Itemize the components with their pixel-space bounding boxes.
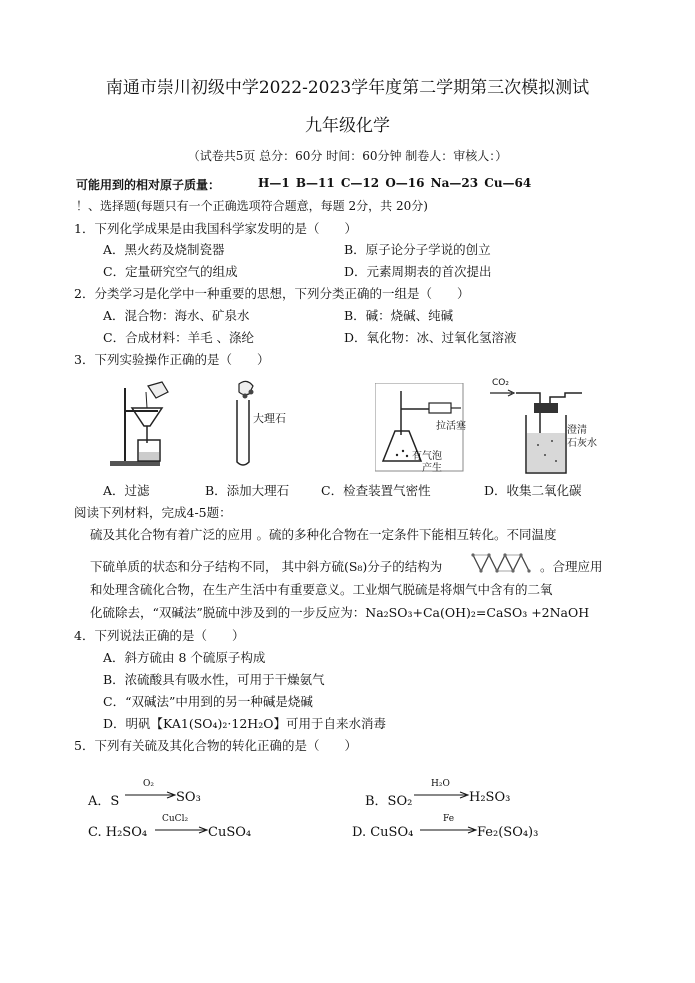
q3-option-c: C．检查装置气密性 <box>321 483 431 498</box>
q4-option-c: C．“双碱法”中用到的另一种碱是烧碱 <box>103 694 313 709</box>
exam-meta: （试卷共5页 总分：60分 时间：60分钟 制卷人：审核人：） <box>187 149 508 163</box>
q1-option-c: C．定量研究空气的组成 <box>103 264 238 279</box>
figure-b-label: 大理石 <box>253 412 286 425</box>
reading-para-4: 化硫除去，“双碱法”脱硫中涉及到的一步反应为：Na₂SO₃+Ca(OH)₂=CaSO₃ +2NaOH <box>90 605 590 620</box>
q5-option-c-arrow <box>155 825 209 835</box>
q4-option-a: A．斜方硫由 8 个硫原子构成 <box>103 650 266 665</box>
q5-option-a-reactant: A．S <box>88 794 120 809</box>
figure-d-gas-label: CO₂ <box>492 378 509 388</box>
exam-title: 南通市崇川初级中学2022-2023学年度第二学期第三次模拟测试 <box>105 78 590 98</box>
q2-option-b: B．碱：烧碱、纯碱 <box>344 308 454 323</box>
q5-option-b-arrow <box>414 790 470 800</box>
section-heading: ！、选择题(每题只有一个正确选项符合题意，每题 2分，共 20分) <box>76 199 428 213</box>
reading-intro: 阅读下列材料，完成4-5题： <box>74 505 232 520</box>
q5-option-a-condition: O₂ <box>143 779 154 789</box>
atomic-mass-values: H—1 B—11 C—12 O—16 Na—23 Cu—64 <box>258 176 532 190</box>
reading-para-1: 硫及其化合物有着广泛的应用 。硫的多种化合物在一定条件下能相互转化。不同温度 <box>90 527 557 542</box>
q3-option-d: D．收集二氧化碳 <box>484 483 582 498</box>
q5-option-c-reactant: C. H₂SO₄ <box>88 825 148 840</box>
reading-para-2b: 。合理应用 <box>540 559 603 574</box>
q5-option-c-product: CuSO₄ <box>208 825 252 840</box>
q5-option-d-reactant: D. CuSO₄ <box>352 825 414 840</box>
q1-option-b: B．原子论分子学说的创立 <box>344 242 491 257</box>
q3-stem: 3．下列实验操作正确的是（ ） <box>74 352 270 367</box>
figure-d-label-clear: 澄清 <box>567 425 587 436</box>
q3-option-a: A．过滤 <box>103 483 150 498</box>
figure-c-label-bubble: 有气泡 <box>412 451 442 462</box>
reading-para-2a: 下硫单质的状态和分子结构不同， 其中斜方硫(S₈)分子的结构为 <box>90 559 443 574</box>
q5-stem: 5．下列有关硫及其化合物的转化正确的是（ ） <box>74 738 357 753</box>
q5-option-c-condition: CuCl₂ <box>162 814 189 824</box>
q4-option-b: B．浓硫酸具有吸水性，可用于干燥氨气 <box>103 672 325 687</box>
q1-stem: 1．下列化学成果是由我国科学家发明的是（ ） <box>74 221 357 236</box>
q5-option-b-condition: H₂O <box>431 779 450 789</box>
q5-option-d-condition: Fe <box>443 814 455 824</box>
q5-option-a-arrow <box>125 790 177 800</box>
s8-structure-icon <box>471 551 535 575</box>
q2-stem: 2．分类学习是化学中一种重要的思想，下列分类正确的一组是（ ） <box>74 286 470 301</box>
figure-c-label-produce: 产生 <box>422 463 442 474</box>
q2-option-d: D．氧化物：冰、过氧化氢溶液 <box>344 330 517 345</box>
figure-c-label-pull: 拉活塞 <box>436 421 466 432</box>
q4-stem: 4．下列说法正确的是（ ） <box>74 628 245 643</box>
q2-option-c: C．合成材料：羊毛 、涤纶 <box>103 330 255 345</box>
q5-option-d-product: Fe₂(SO₄)₃ <box>477 825 539 840</box>
exam-subtitle: 九年级化学 <box>305 116 390 136</box>
q5-option-b-reactant: B．SO₂ <box>365 794 413 809</box>
figure-filtration <box>100 378 190 468</box>
atomic-mass-label: 可能用到的相对原子质量： <box>76 178 221 192</box>
q1-option-a: A．黑火药及烧制瓷器 <box>103 242 225 257</box>
q3-option-b: B．添加大理石 <box>205 483 290 498</box>
reading-para-3: 和处理含硫化合物，在生产生活中有重要意义。工业烟气脱硫是将烟气中含有的二氧 <box>90 582 553 597</box>
figure-d-label-limewater: 石灰水 <box>567 438 597 449</box>
q5-option-a-product: SO₃ <box>176 790 201 805</box>
q5-option-d-arrow <box>420 825 478 835</box>
q2-option-a: A．混合物：海水、矿泉水 <box>103 308 250 323</box>
q5-option-b-product: H₂SO₃ <box>469 790 511 805</box>
q4-option-d: D．明矾【KA1(SO₄)₂·12H₂O】可用于自来水消毒 <box>103 716 386 731</box>
q1-option-d: D．元素周期表的首次提出 <box>344 264 492 279</box>
